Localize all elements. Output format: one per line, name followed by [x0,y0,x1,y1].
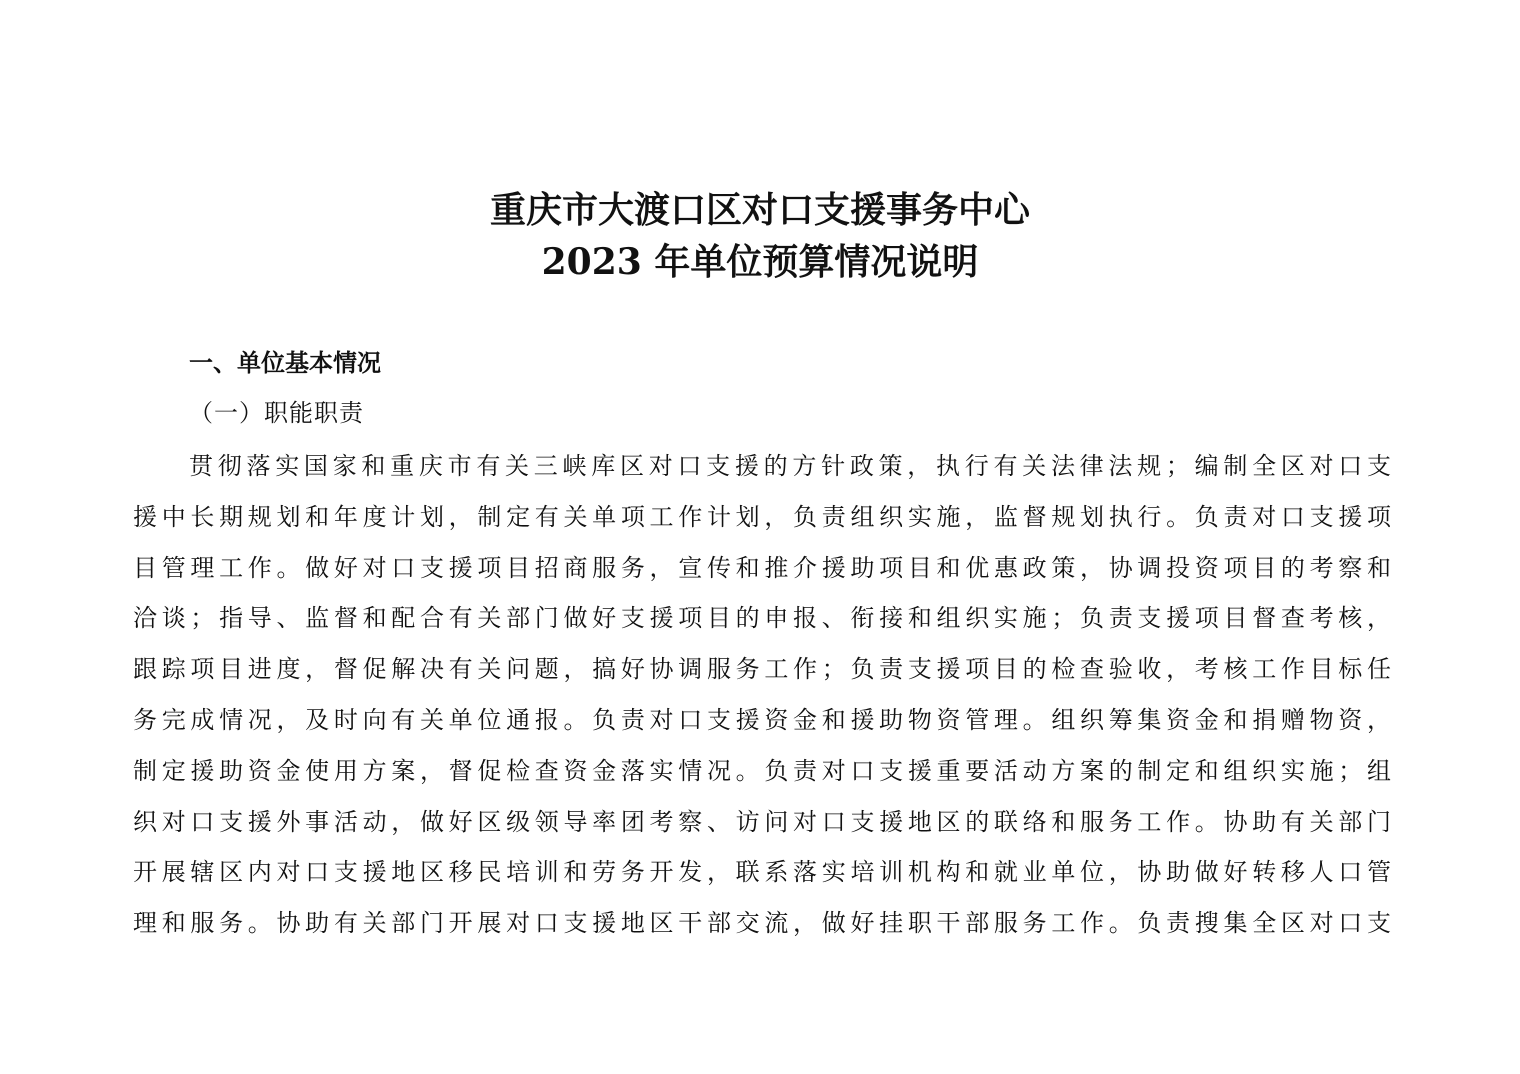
section-heading-basic-info: 一、单位基本情况 [189,349,381,377]
paragraph-line: 务完成情况，及时向有关单位通报。负责对口支援资金和援助物资管理。组织筹集资金和捐赠物资， [133,705,1391,734]
paragraph-line: 跟踪项目进度，督促解决有关问题，搞好协调服务工作；负责支援项目的检查验收，考核工作目标任 [133,655,1391,684]
paragraph-line: 理和服务。协助有关部门开展对口支援地区干部交流，做好挂职干部服务工作。负责搜集全区对口支 [133,909,1391,938]
paragraph-line: 制定援助资金使用方案，督促检查资金落实情况。负责对口支援重要活动方案的制定和组织实施；组 [133,756,1391,785]
paragraph-line: 开展辖区内对口支援地区移民培训和劳务开发，联系落实培训机构和就业单位，协助做好转移人口管 [133,858,1391,887]
subsection-heading-duties: （一）职能职责 [189,399,364,427]
document-title [0,184,1520,288]
duties-paragraph [133,444,1391,952]
title-line-organization: 重庆市大渡口区对口支援事务中心 [489,189,1030,231]
paragraph-line: 目管理工作。做好对口支援项目招商服务，宣传和推介援助项目和优惠政策，协调投资项目的考察和 [133,553,1391,582]
paragraph-line: 织对口支援外事活动，做好区级领导率团考察、访问对口支援地区的联络和服务工作。协助有关部门 [133,807,1391,836]
paragraph-line: 贯彻落实国家和重庆市有关三峡库区对口支援的方针政策，执行有关法律法规；编制全区对口支 [189,452,1391,480]
paragraph-line: 援中长期规划和年度计划，制定有关单项工作计划，负责组织实施，监督规划执行。负责对口支援项 [133,502,1391,531]
title-line-budget-year: 2023 年单位预算情况说明 [541,241,979,283]
paragraph-line: 洽谈；指导、监督和配合有关部门做好支援项目的申报、衔接和组织实施；负责支援项目督查考核， [133,604,1391,633]
